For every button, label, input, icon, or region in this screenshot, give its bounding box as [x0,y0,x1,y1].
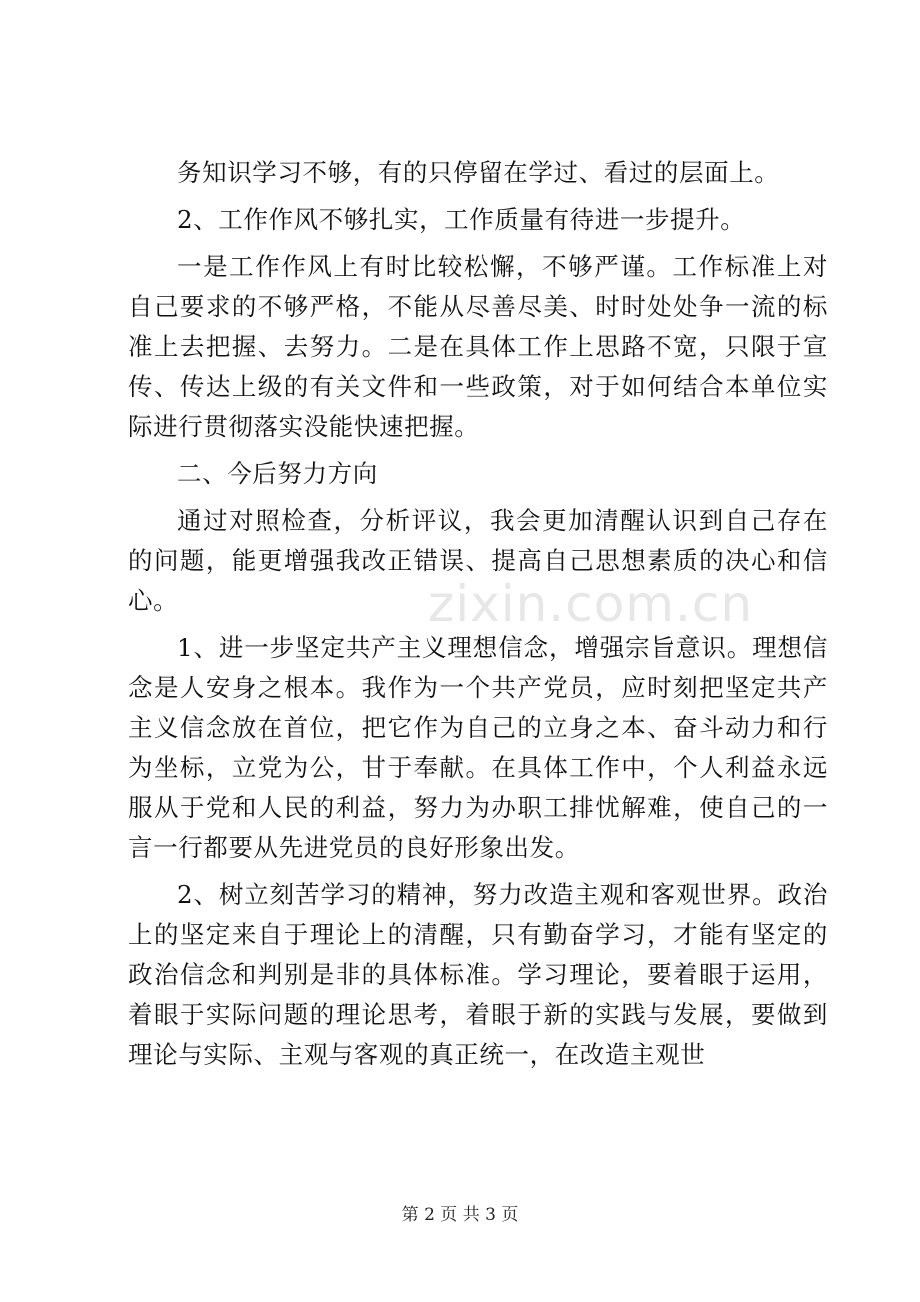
paragraph-5: 通过对照检查，分析评议，我会更加清醒认识到自己存在的问题，能更增强我改正错误、提高自己思想素质的决心和信心。 [128,506,828,615]
paragraph-6: 1、进一步坚定共产主义理想信念，增强宗旨意识。理想信念是人安身之根本。我作为一个共产党员，应时刻把坚定共产主义信念放在首位，把它作为自己的立身之本、奋斗动力和行为坐标，立党为公，甘于奉献。在具体工作中，个人利益永远服从于党和人民的利益，努力为办职工排忧解难，使自己的一言一行都要从先进党员的良好形象出发。 [128,633,828,862]
paragraph-3: 一是工作作风上有时比较松懈，不够严谨。工作标准上对自己要求的不够严格，不能从尽善尽美、时时处处争一流的标准上去把握、去努力。二是在具体工作上思路不宽，只限于宣传、传达上级的有关文件和一些政策，对于如何结合本单位实际进行贯彻落实没能快速把握。 [128,252,828,441]
watermark: zixin.com.cn [428,575,754,633]
paragraph-2: 2、工作作风不够扎实，工作质量有待进一步提升。 [177,205,746,234]
paragraph-1: 务知识学习不够，有的只停留在学过、看过的层面上。 [177,158,780,187]
paragraph-7: 2、树立刻苦学习的精神，努力改造主观和客观世界。政治上的坚定来自于理论上的清醒，只有勤奋学习，才能有坚定的政治信念和判别是非的具体标准。学习理论，要着眼于运用，着眼于实际问题的理论思考，着眼于新的实践与发展，要做到理论与实际、主观与客观的真正统一，在改造主观世 [128,880,828,1069]
page-footer: 第 2 页 共 3 页 [401,1205,519,1225]
section-heading: 二、今后努力方向 [177,459,378,488]
